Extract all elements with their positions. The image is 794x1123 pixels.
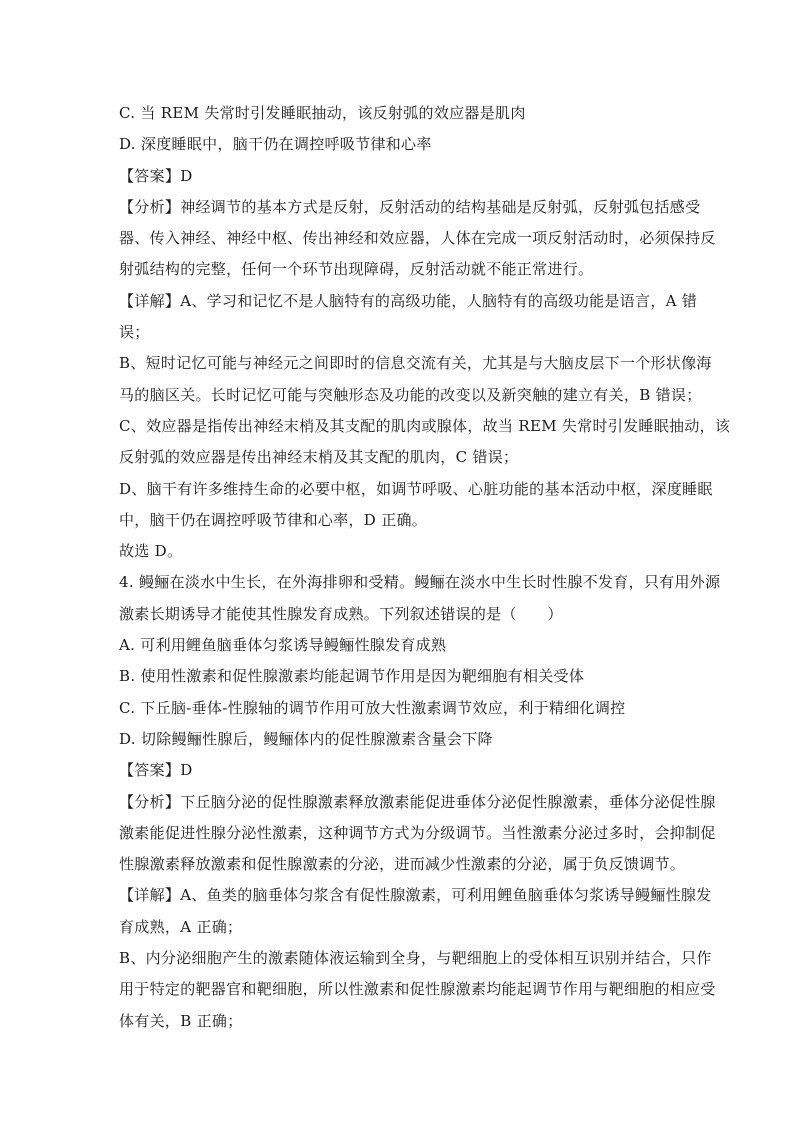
analysis-line: 器、传入神经、神经中枢、传出神经和效应器，人体在完成一项反射活动时，必须保持反: [119, 229, 716, 248]
explanation-line: 马的脑区关。长时记忆可能与突触形态及功能的改变以及新突触的建立有关，B 错误；: [119, 385, 702, 404]
explanation-line: D、脑干有许多维持生命的必要中枢，如调节呼吸、心脏功能的基本活动中枢，深度睡眠: [119, 479, 713, 498]
explanation-line: 反射弧的效应器是传出神经末梢及其支配的肌肉，C 错误；: [119, 448, 519, 467]
explanation-line: 【详解】A、学习和记忆不是人脑特有的高级功能，人脑特有的高级功能是语言，A 错: [119, 291, 698, 310]
explanation-line: 误；: [119, 323, 150, 342]
explanation-line: 中，脑干仍在调控呼吸节律和心率，D 正确。: [119, 510, 428, 529]
analysis-line: 射弧结构的完整，任何一个环节出现障碍，反射活动就不能正常进行。: [119, 260, 594, 279]
analysis-line: 性腺激素释放激素和促性腺激素的分泌，进而减少性激素的分泌，属于负反馈调节。: [119, 855, 686, 874]
question-4-stem: 激素长期诱导才能使其性腺发育成熟。下列叙述错误的是（ ）: [119, 604, 563, 623]
document-body: [119, 98, 731, 1037]
option-d-line: D. 切除鳗鲡性腺后，鳗鲡体内的促性腺激素含量会下降: [119, 729, 493, 748]
explanation-line: 育成熟，A 正确；: [119, 917, 243, 936]
explanation-line: 体有关，B 正确；: [119, 1011, 243, 1030]
question-4-stem: 4. 鳗鲡在淡水中生长，在外海排卵和受精。鳗鲡在淡水中生长时性腺不发育，只有用外源: [119, 573, 721, 592]
answer-line: 【答案】D: [119, 166, 193, 185]
analysis-line: 【分析】下丘脑分泌的促性腺激素释放激素能促进垂体分泌促性腺激素，垂体分泌促性腺: [119, 792, 716, 811]
explanation-line: 【详解】A、鱼类的脑垂体匀浆含有促性腺激素，可利用鲤鱼脑垂体匀浆诱导鳗鲡性腺发: [119, 886, 712, 905]
analysis-line: 激素能促进性腺分泌性激素，这种调节方式为分级调节。当性激素分泌过多时，会抑制促: [119, 823, 716, 842]
explanation-line: C、效应器是指传出神经末梢及其支配的肌肉或腺体，故当 REM 失常时引发睡眠抽动，该: [119, 416, 731, 435]
option-c-line: C. 当 REM 失常时引发睡眠抽动，该反射弧的效应器是肌肉: [119, 104, 526, 122]
analysis-line: 【分析】神经调节的基本方式是反射，反射活动的结构基础是反射弧，反射弧包括感受: [119, 197, 701, 216]
explanation-line: B、内分泌细胞产生的激素随体液运输到全身，与靶细胞上的受体相互识别并结合，只作: [119, 949, 712, 968]
explanation-line: 用于特定的靶器官和靶细胞，所以性激素和促性腺激素均能起调节作用与靶细胞的相应受: [119, 980, 716, 999]
option-b-line: B. 使用性激素和促性腺激素均能起调节作用是因为靶细胞有相关受体: [119, 667, 585, 686]
option-d-line: D. 深度睡眠中，脑干仍在调控呼吸节律和心率: [119, 135, 432, 154]
choice-line: 故选 D。: [119, 542, 183, 561]
option-c-line: C. 下丘脑-垂体-性腺轴的调节作用可放大性激素调节效应，利于精细化调控: [119, 698, 626, 717]
answer-line: 【答案】D: [119, 761, 193, 780]
option-a-line: A. 可利用鲤鱼脑垂体匀浆诱导鳗鲡性腺发育成熟: [119, 636, 447, 655]
explanation-line: B、短时记忆可能与神经元之间即时的信息交流有关，尤其是与大脑皮层下一个形状像海: [119, 354, 712, 373]
